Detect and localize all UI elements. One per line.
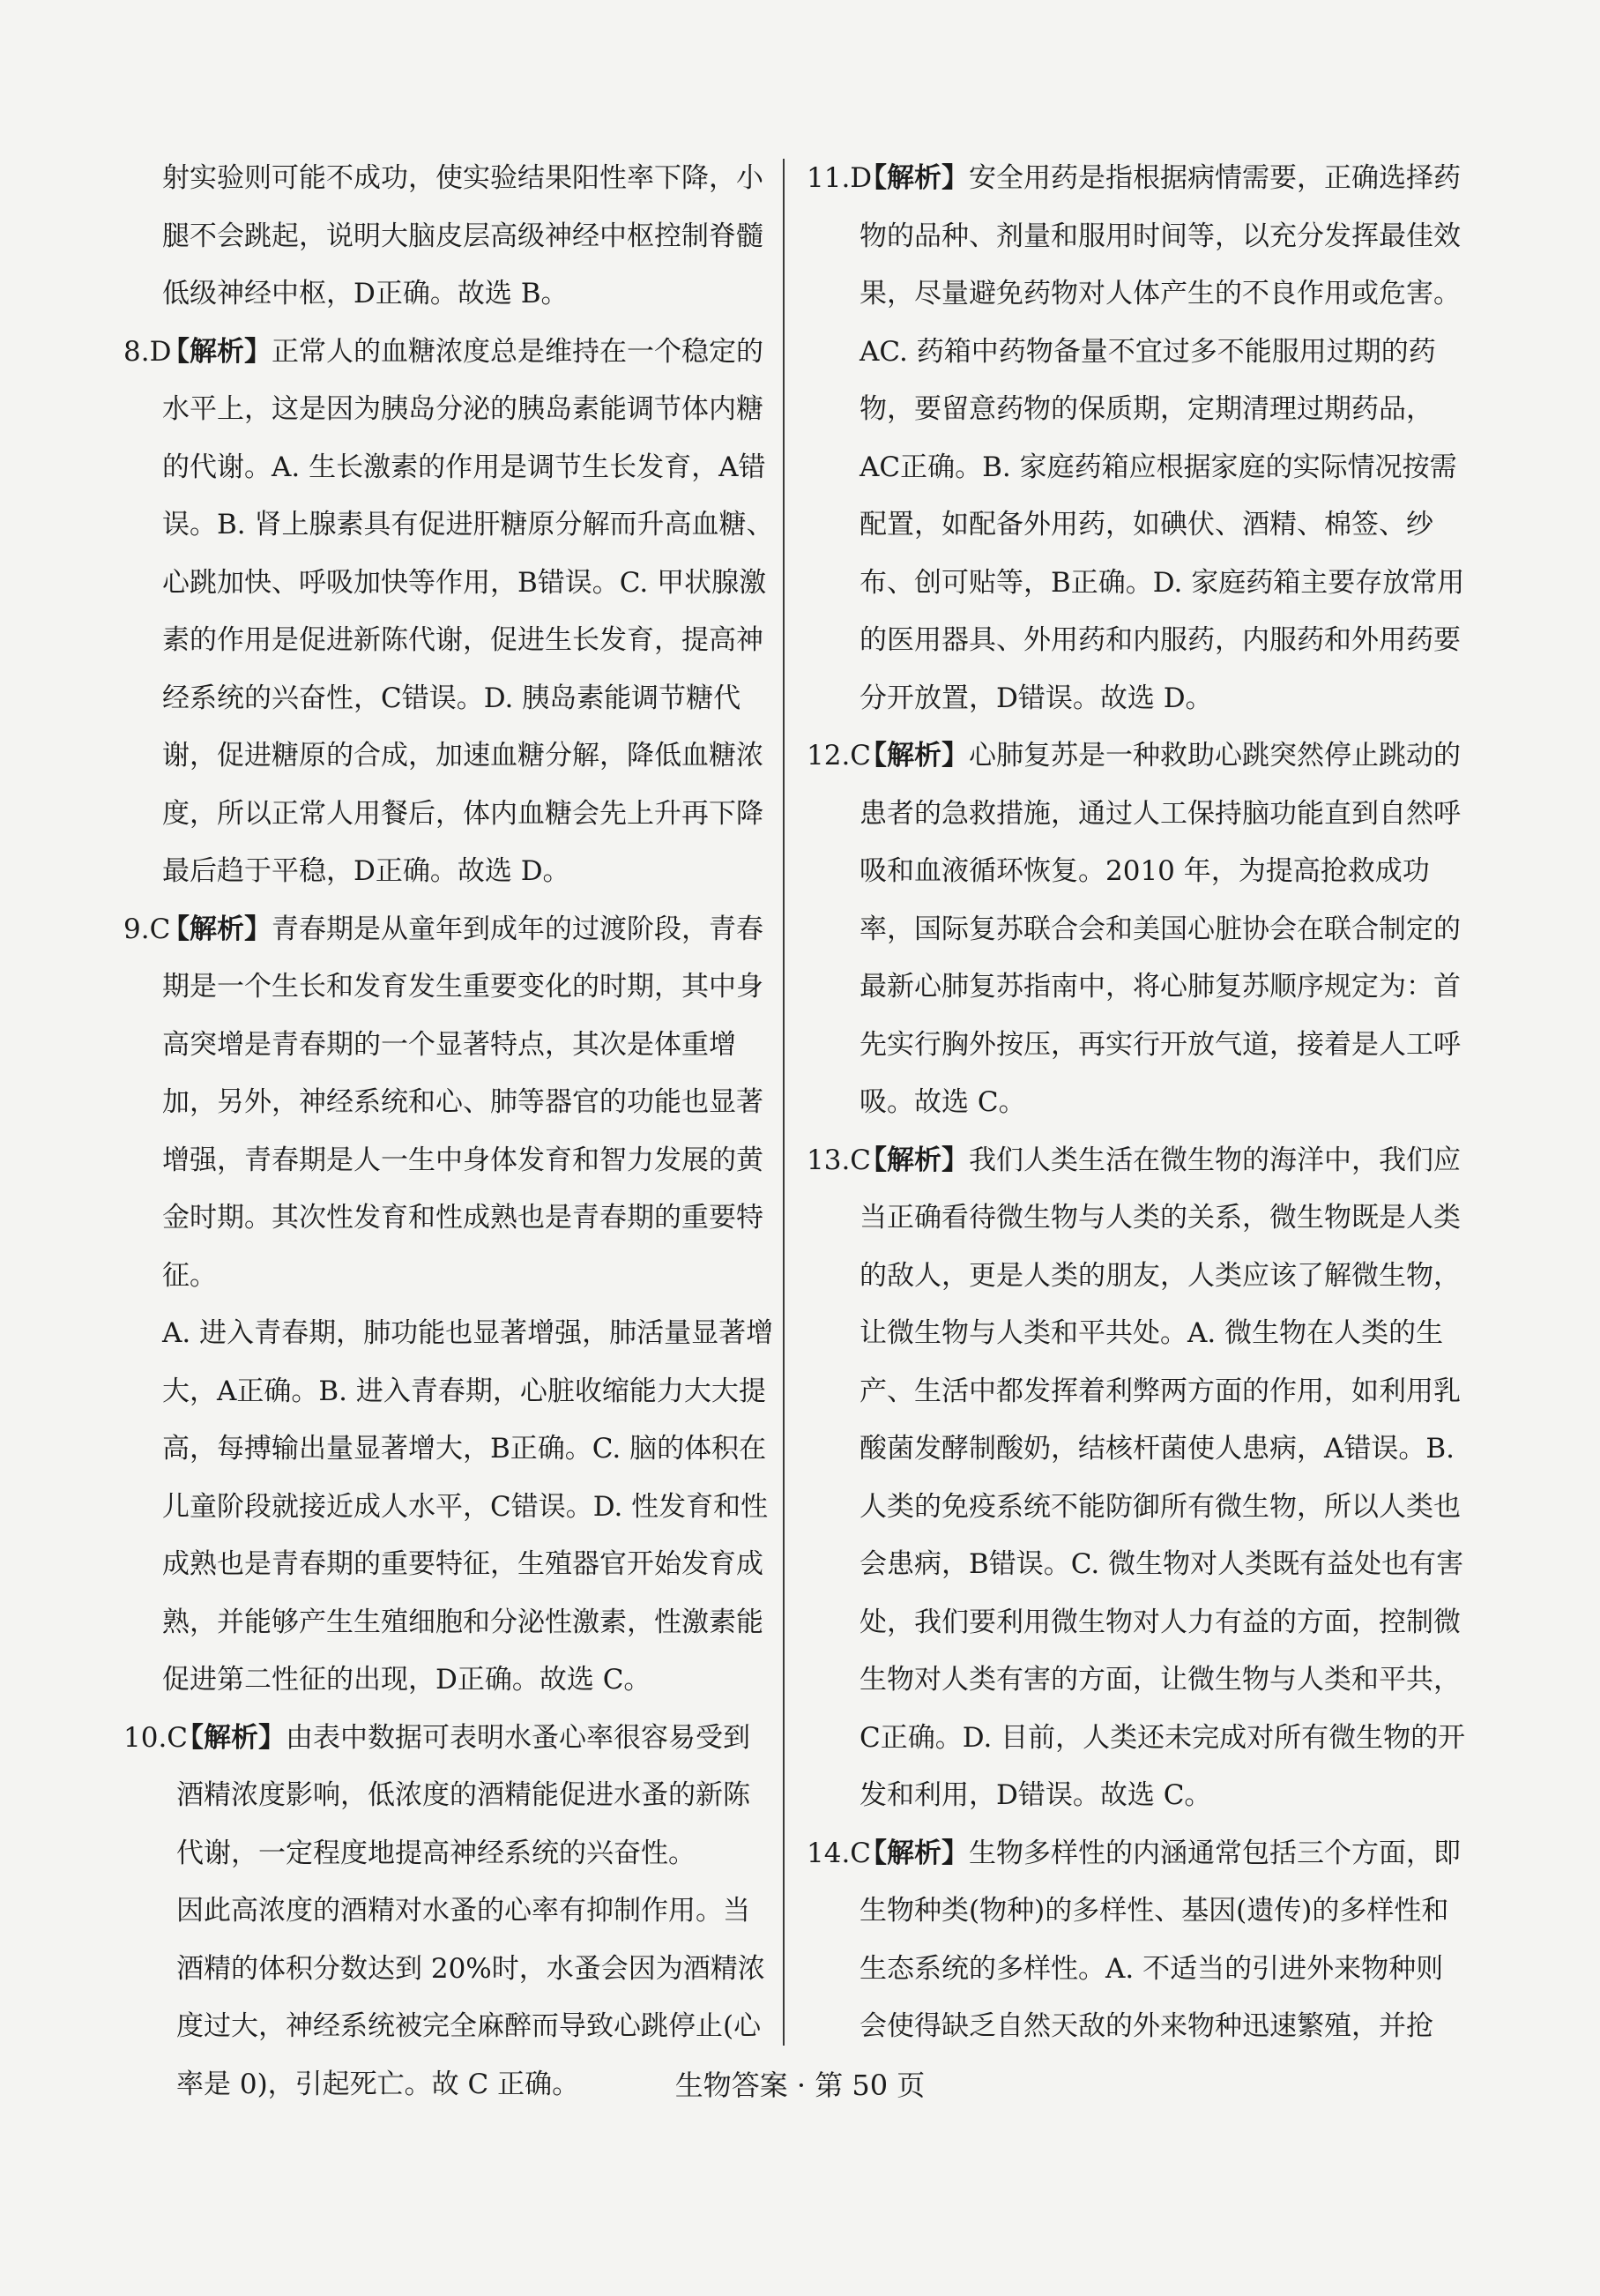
left-column: [123, 150, 776, 2113]
continued-paragraph: 射实验则可能不成功，使实验结果阳性率下降，小腿不会跳起，说明大脑皮层高级神经中枢控制脊髓低级神经中枢，D正确。故选 B。: [162, 162, 763, 309]
answer-text: 我们人类生活在微生物的海洋中，我们应当正确看待微生物与人类的关系，微生物既是人类的敌人，更是人类的朋友，人类应该了解微生物，让微生物与人类和平共处。A. 微生物在人类的生产、生活中都发挥着利弊两方面的作用，如利用乳酸菌发酵制酸奶，结核杆菌使人患病，A错误。B. 人类的免疫系统不能防御所有微生物，所以人类也会患病，B错误。C. 微生物对人类既有益处也有害处，我们要利用微生物对人力有益的方面，控制微生物对人类有害的方面，让微生物与人类和平共，C正确。D. 目前，人类还未完成对所有微生物的开发和利用，D错误。故选 C。: [860, 1144, 1466, 1811]
answer-9: [123, 901, 776, 1306]
answer-text: 正常人的血糖浓度总是维持在一个稳定的水平上，这是因为胰岛分泌的胰岛素能调节体内糖的代谢。A. 生长激素的作用是调节生长发育，A错误。B. 肾上腺素具有促进肝糖原分解而升高血糖、心跳加快、呼吸加快等作用，B错误。C. 甲状腺激素的作用是促进新陈代谢，促进生长发育，提高神经系统的兴奋性，C错误。D. 胰岛素能调节糖代谢，促进糖原的合成，加速血糖分解，降低血糖浓度，所以正常人用餐后，体内血糖会先上升再下降最后趋于平稳，D正确。故选 D。: [162, 335, 774, 887]
answer-14: [807, 1825, 1470, 2056]
answer-10: [123, 1710, 776, 1883]
answer-text: 心肺复苏是一种救助心跳突然停止跳动的患者的急救措施，通过人工保持脑功能直到自然呼吸和血液循环恢复。2010 年，为提高抢救成功率，国际复苏联合会和美国心脏协会在联合制定的最新心肺复苏指南中，将心肺复苏顺序规定为：首先实行胸外按压，再实行开放气道，接着是人工呼吸。故选 C。: [860, 740, 1461, 1118]
answer-number: 10.C: [123, 1721, 189, 1754]
answer-number: 13.C: [807, 1144, 872, 1176]
column-divider: [783, 159, 785, 2046]
analysis-tag: 【解析】: [860, 1144, 969, 1176]
answer-8: [123, 324, 776, 901]
page-footer: 生物答案 · 第 50 页: [674, 2069, 926, 2102]
analysis-tag: 【解析】: [162, 913, 272, 945]
answer-12: [807, 727, 1470, 1132]
analysis-tag: 【解析】: [860, 1837, 969, 1869]
answer-text: 生物多样性的内涵通常包括三个方面，即生物种类(物种)的多样性、基因(遗传)的多样性和生态系统的多样性。A. 不适当的引进外来物种则会使得缺乏自然天敌的外来物种迅速繁殖，并抢: [860, 1837, 1461, 2042]
answer-9-continued: A. 进入青春期，肺功能也显著增强，肺活量显著增大，A正确。B. 进入青春期，心脏收缩能力大大提高，每搏输出量显著增大，B正确。C. 脑的体积在儿童阶段就接近成人水平，C错误。D. 性发育和性成熟也是青春期的重要特征，生殖器官开始发育成熟，并能够产生生殖细胞和分泌性激素，性激素能促进第二性征的出现，D正确。故选 C。: [162, 1317, 774, 1696]
answer-13: [807, 1132, 1470, 1825]
right-column: [807, 150, 1470, 2056]
answer-10-continued: 因此高浓度的酒精对水蚤的心率有抑制作用。当酒精的体积分数达到 20%时，水蚤会因为酒精浓度过大，神经系统被完全麻醉而导致心跳停止(心率是 0)，引起死亡。故 C 正确。: [176, 1895, 765, 2100]
answer-number: 8.D: [123, 335, 172, 368]
answer-text: 安全用药是指根据病情需要，正确选择药物的品种、剂量和服用时间等，以充分发挥最佳效果，尽量避免药物对人体产生的不良作用或危害。: [860, 162, 1461, 309]
answer-number: 11.D: [807, 162, 873, 194]
analysis-tag: 【解析】: [860, 162, 969, 194]
answer-number: 12.C: [807, 740, 872, 772]
answer-11-continued: AC. 药箱中药物备量不宜过多不能服用过期的药物，要留意药物的保质期，定期清理过期药品，AC正确。B. 家庭药箱应根据家庭的实际情况按需配置，如配备外用药，如碘伏、酒精、棉签、纱布、创可贴等，B正确。D. 家庭药箱主要存放常用的医用器具、外用药和内服药，内服药和外用药要分开放置，D错误。故选 D。: [860, 335, 1465, 714]
analysis-tag: 【解析】: [176, 1721, 286, 1754]
answer-11: [807, 150, 1470, 324]
analysis-tag: 【解析】: [162, 335, 272, 368]
answer-number: 9.C: [123, 913, 171, 945]
answer-text: 由表中数据可表明水蚤心率很容易受到酒精浓度影响，低浓度的酒精能促进水蚤的新陈代谢，一定程度地提高神经系统的兴奋性。: [176, 1721, 750, 1869]
answer-number: 14.C: [807, 1837, 872, 1869]
analysis-tag: 【解析】: [860, 740, 969, 772]
answer-text: 青春期是从童年到成年的过渡阶段，青春期是一个生长和发育发生重要变化的时期，其中身高突增是青春期的一个显著特点，其次是体重增加，另外，神经系统和心、肺等器官的功能也显著增强，青春期是人一生中身体发育和智力发展的黄金时期。其次性发育和性成熟也是青春期的重要特征。: [162, 913, 763, 1292]
